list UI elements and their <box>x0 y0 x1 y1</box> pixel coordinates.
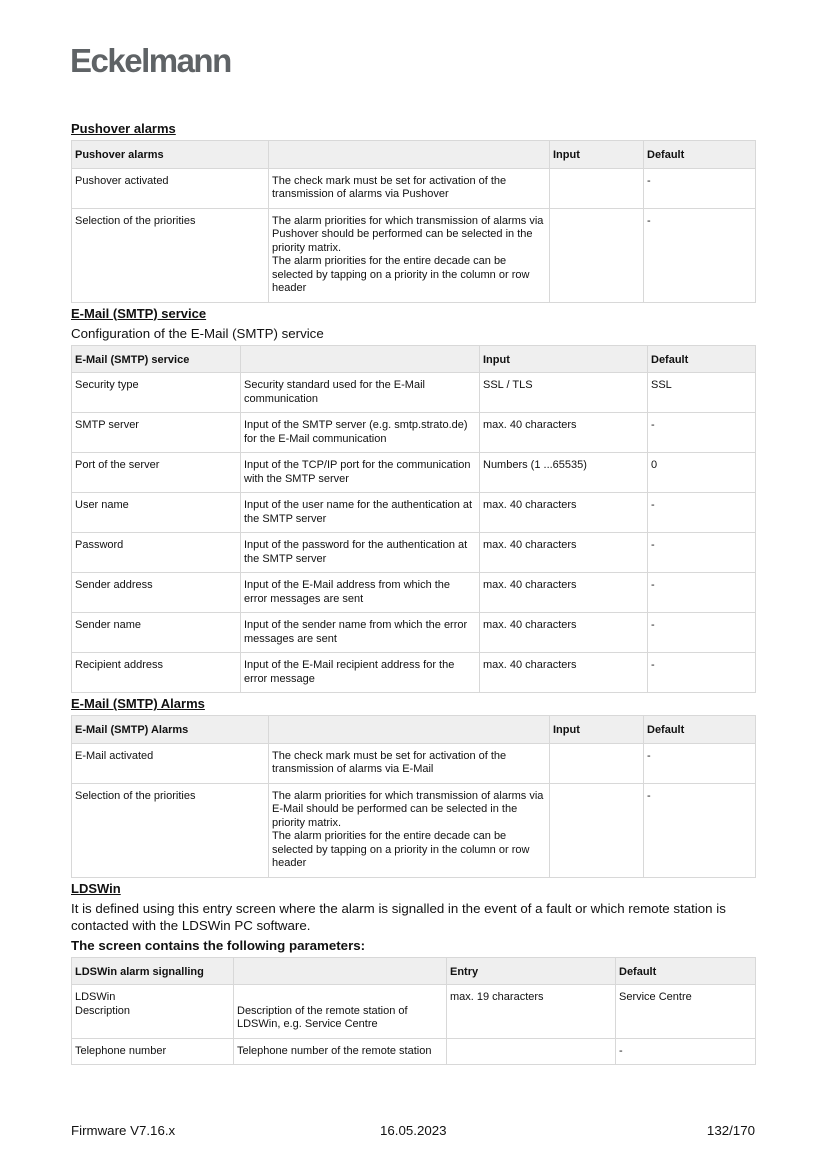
column-header <box>269 716 550 744</box>
table-header-row <box>72 957 756 985</box>
table-cell <box>447 1038 616 1065</box>
table-cell: LDSWin Description <box>72 985 234 1039</box>
table-cell: SSL / TLS <box>480 373 648 413</box>
table-cell: Pushover activated <box>72 168 269 208</box>
table-cell: Input of the E-Mail recipient address for the error message <box>241 653 480 693</box>
table-row <box>72 783 756 877</box>
table-row <box>72 573 756 613</box>
table-header-row <box>72 141 756 169</box>
column-header: Default <box>616 957 756 985</box>
table-header-row <box>72 716 756 744</box>
table-cell: - <box>644 783 756 877</box>
eckelmann-logo: Eckelmann <box>70 42 231 79</box>
table-cell: The alarm priorities for which transmission of alarms via E-Mail should be performed can be selected in the priority matrix. The alarm priorities for the entire decade can be selected by tapping on a priority in the column or row header <box>269 783 550 877</box>
table-cell: - <box>648 493 756 533</box>
table-cell: Telephone number <box>72 1038 234 1065</box>
parameter-table <box>71 957 756 1066</box>
table-cell: - <box>616 1038 756 1065</box>
table-cell: Service Centre <box>616 985 756 1039</box>
table-cell: max. 19 characters <box>447 985 616 1039</box>
table-cell: SMTP server <box>72 413 241 453</box>
table-row <box>72 413 756 453</box>
section-subheading: The screen contains the following parameters: <box>71 937 366 953</box>
table-cell: Security type <box>72 373 241 413</box>
table-row <box>72 208 756 302</box>
table-cell: Sender name <box>72 613 241 653</box>
table-row <box>72 533 756 573</box>
section-intro: Configuration of the E-Mail (SMTP) service <box>71 325 324 341</box>
table-row <box>72 1038 756 1065</box>
table-cell: - <box>648 573 756 613</box>
document-content <box>71 121 755 1068</box>
column-header: Input <box>550 716 644 744</box>
table-cell: Selection of the priorities <box>72 208 269 302</box>
column-header <box>269 141 550 169</box>
table-cell: Input of the SMTP server (e.g. smtp.strato.de) for the E-Mail communication <box>241 413 480 453</box>
column-header: Entry <box>447 957 616 985</box>
table-cell: The alarm priorities for which transmission of alarms via Pushover should be performed can be selected in the priority matrix. The alarm priorities for the entire decade can be selected by tapping on a priority in the column or row header <box>269 208 550 302</box>
column-header: E-Mail (SMTP) Alarms <box>72 716 269 744</box>
table-cell: E-Mail activated <box>72 743 269 783</box>
column-header: Default <box>644 716 756 744</box>
section-heading: E-Mail (SMTP) service <box>71 305 207 321</box>
table-header-row <box>72 345 756 373</box>
table-cell: max. 40 characters <box>480 613 648 653</box>
table-cell: User name <box>72 493 241 533</box>
column-header: LDSWin alarm signalling <box>72 957 234 985</box>
footer-page-number: 132/170 <box>706 1123 755 1138</box>
table-cell <box>550 783 644 877</box>
table-row <box>72 985 756 1039</box>
section-heading: LDSWin <box>71 880 121 896</box>
column-header: Pushover alarms <box>72 141 269 169</box>
footer-date: 16.05.2023 <box>380 1123 447 1138</box>
table-row <box>72 493 756 533</box>
column-header: Default <box>648 345 756 373</box>
table-cell <box>550 208 644 302</box>
table-cell <box>550 743 644 783</box>
column-header: E-Mail (SMTP) service <box>72 345 241 373</box>
table-cell: Description of the remote station of LDSWin, e.g. Service Centre <box>234 985 447 1039</box>
table-cell: - <box>648 533 756 573</box>
table-cell: Telephone number of the remote station <box>234 1038 447 1065</box>
table-cell: max. 40 characters <box>480 493 648 533</box>
table-cell: Sender address <box>72 573 241 613</box>
table-cell: Recipient address <box>72 653 241 693</box>
section-intro: It is defined using this entry screen where the alarm is signalled in the event of a fault or which remote station is contacted with the LDSWin PC software. <box>71 900 726 933</box>
table-cell: Input of the password for the authentication at the SMTP server <box>241 533 480 573</box>
table-cell: Port of the server <box>72 453 241 493</box>
table-cell: 0 <box>648 453 756 493</box>
table-cell: - <box>644 208 756 302</box>
table-cell: - <box>644 168 756 208</box>
table-row <box>72 168 756 208</box>
table-cell: max. 40 characters <box>480 653 648 693</box>
table-cell: - <box>648 613 756 653</box>
table-row <box>72 373 756 413</box>
table-cell: Input of the TCP/IP port for the communication with the SMTP server <box>241 453 480 493</box>
table-cell: max. 40 characters <box>480 413 648 453</box>
table-row <box>72 653 756 693</box>
table-row <box>72 743 756 783</box>
footer-firmware: Firmware V7.16.x <box>71 1123 176 1138</box>
table-cell: Input of the user name for the authentication at the SMTP server <box>241 493 480 533</box>
table-row <box>72 613 756 653</box>
table-cell: max. 40 characters <box>480 573 648 613</box>
column-header <box>234 957 447 985</box>
table-cell <box>550 168 644 208</box>
section-heading: Pushover alarms <box>71 121 176 136</box>
parameter-table <box>71 345 756 694</box>
section-heading: E-Mail (SMTP) Alarms <box>71 696 205 711</box>
parameter-table <box>71 140 756 303</box>
table-cell: The check mark must be set for activation of the transmission of alarms via Pushover <box>269 168 550 208</box>
column-header: Default <box>644 141 756 169</box>
table-cell: Input of the sender name from which the error messages are sent <box>241 613 480 653</box>
column-header <box>241 345 480 373</box>
parameter-table <box>71 715 756 878</box>
table-cell: max. 40 characters <box>480 533 648 573</box>
table-cell: - <box>644 743 756 783</box>
table-cell: Security standard used for the E-Mail communication <box>241 373 480 413</box>
table-cell: The check mark must be set for activation of the transmission of alarms via E-Mail <box>269 743 550 783</box>
table-cell: Numbers (1 ...65535) <box>480 453 648 493</box>
table-cell: SSL <box>648 373 756 413</box>
table-cell: Password <box>72 533 241 573</box>
table-row <box>72 453 756 493</box>
table-cell: Input of the E-Mail address from which the error messages are sent <box>241 573 480 613</box>
column-header: Input <box>480 345 648 373</box>
table-cell: Selection of the priorities <box>72 783 269 877</box>
column-header: Input <box>550 141 644 169</box>
table-cell: - <box>648 413 756 453</box>
table-cell: - <box>648 653 756 693</box>
